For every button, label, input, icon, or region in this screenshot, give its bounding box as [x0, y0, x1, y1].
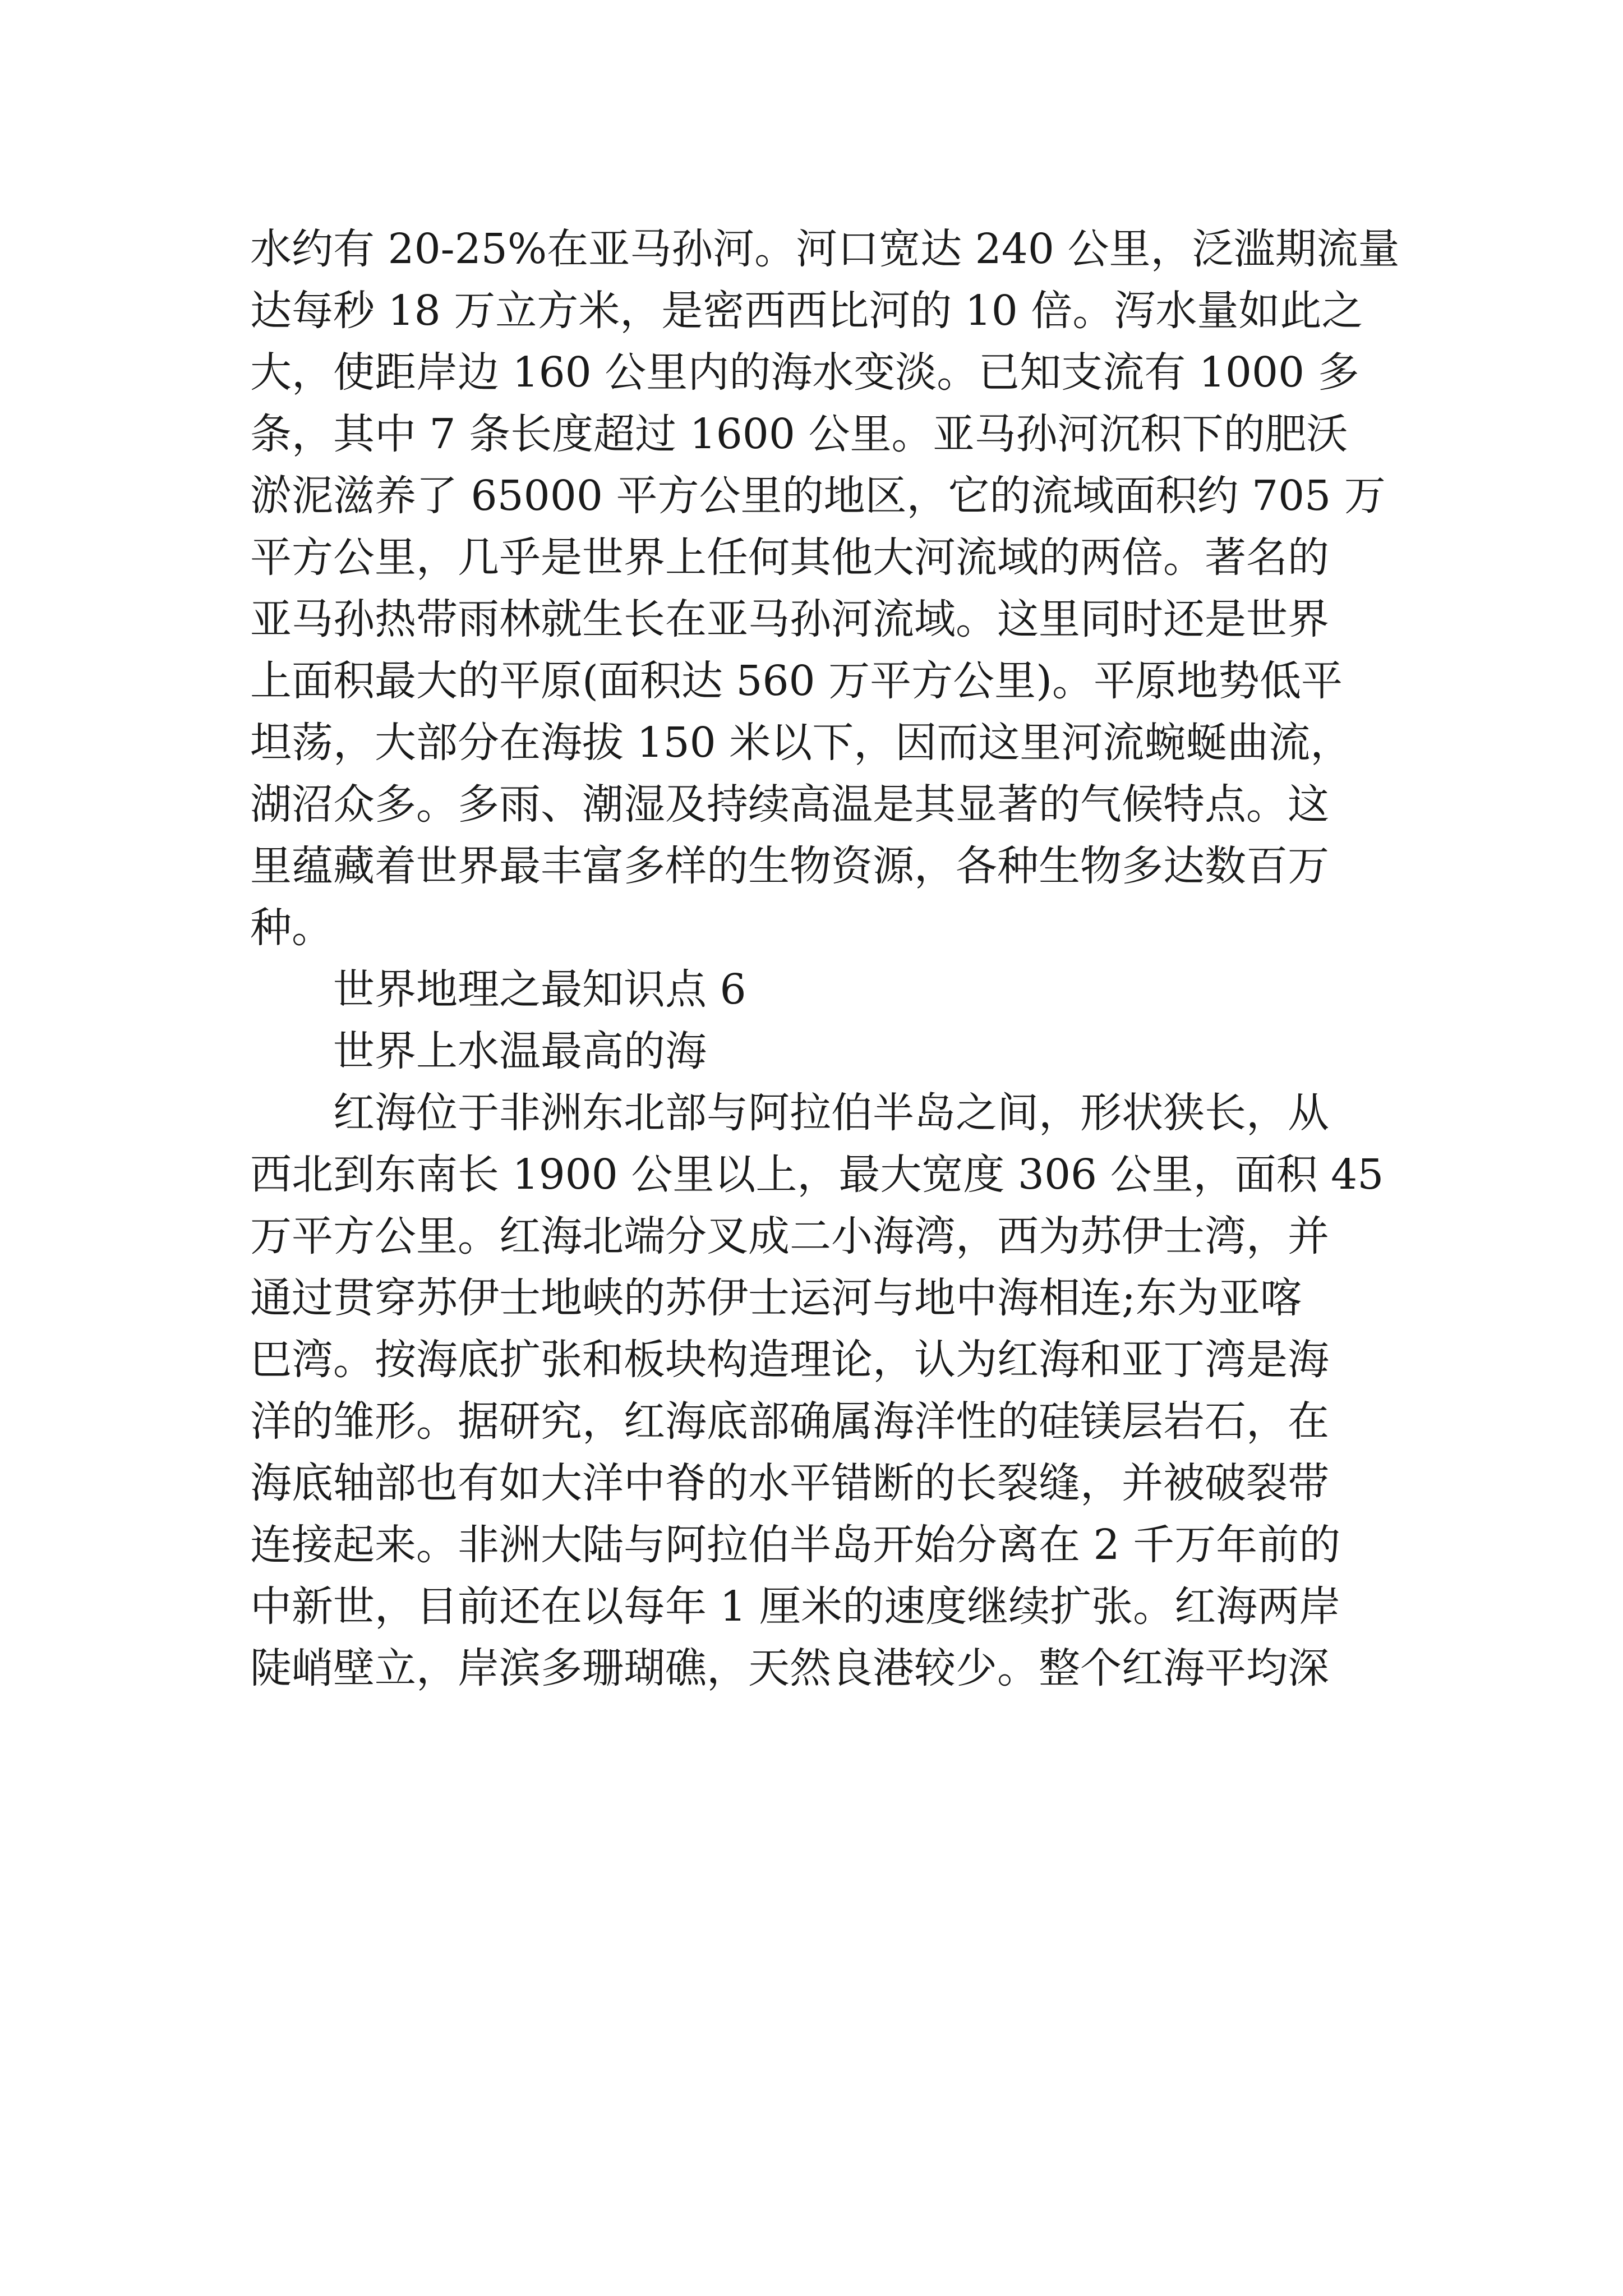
body-text-line: 亚马孙热带雨林就生长在亚马孙河流域。这里同时还是世界	[250, 595, 1329, 643]
body-text-line: 西北到东南长 1900 公里以上，最大宽度 306 公里，面积 45	[250, 1151, 1384, 1199]
body-text-line: 里蕴藏着世界最丰富多样的生物资源，各种生物多达数百万	[250, 842, 1329, 890]
body-text-line: 上面积最大的平原(面积达 560 万平方公里)。平原地势低平	[250, 657, 1343, 705]
body-text-line: 中新世，目前还在以每年 1 厘米的速度继续扩张。红海两岸	[250, 1582, 1341, 1631]
body-text-line: 淤泥滋养了 65000 平方公里的地区，它的流域面积约 705 万	[250, 472, 1386, 520]
body-text-line: 红海位于非洲东北部与阿拉伯半岛之间，形状狭长，从	[333, 1089, 1329, 1137]
body-text-line: 达每秒 18 万立方米，是密西西比河的 10 倍。泻水量如此之	[250, 287, 1363, 335]
body-text-line: 通过贯穿苏伊士地峡的苏伊士运河与地中海相连;东为亚喀	[250, 1274, 1302, 1322]
section-heading: 世界地理之最知识点 6	[333, 965, 746, 1014]
body-text-line: 连接起来。非洲大陆与阿拉伯半岛开始分离在 2 千万年前的	[250, 1521, 1341, 1569]
section-subheading: 世界上水温最高的海	[333, 1027, 707, 1075]
body-text-line: 水约有 20-25%在亚马孙河。河口宽达 240 公里，泛滥期流量	[250, 225, 1400, 273]
body-text-line: 万平方公里。红海北端分叉成二小海湾，西为苏伊士湾，并	[250, 1212, 1329, 1260]
body-text-line: 种。	[250, 904, 333, 952]
body-text-line: 巴湾。按海底扩张和板块构造理论，认为红海和亚丁湾是海	[250, 1336, 1329, 1384]
body-text-line: 平方公里，几乎是世界上任何其他大河流域的两倍。著名的	[250, 533, 1329, 582]
body-text-line: 洋的雏形。据研究，红海底部确属海洋性的硅镁层岩石，在	[250, 1397, 1329, 1446]
body-text-line: 海底轴部也有如大洋中脊的水平错断的长裂缝，并被破裂带	[250, 1459, 1329, 1507]
body-text-line: 湖沼众多。多雨、潮湿及持续高温是其显著的气候特点。这	[250, 780, 1329, 829]
body-text-line: 坦荡，大部分在海拔 150 米以下，因而这里河流蜿蜒曲流，	[250, 719, 1352, 767]
body-text-line: 大，使距岸边 160 公里内的海水变淡。已知支流有 1000 多	[250, 348, 1359, 397]
body-text-line: 条，其中 7 条长度超过 1600 公里。亚马孙河沉积下的肥沃	[250, 410, 1348, 458]
body-text-line: 陡峭壁立，岸滨多珊瑚礁，天然良港较少。整个红海平均深	[250, 1644, 1329, 1692]
